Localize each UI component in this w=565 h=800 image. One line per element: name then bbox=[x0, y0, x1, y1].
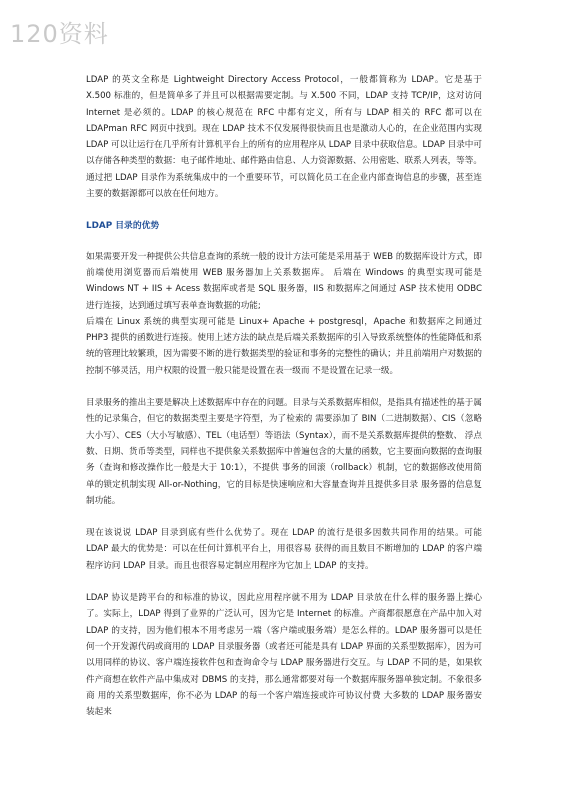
paragraph-ldap-protocol: LDAP 协议是跨平台的和标准的协议，因此应用程序就不用为 LDAP 目录放在什么样的服务器上操心了。实际上，LDAP 得到了业界的广泛认可，因为它是 Internet 的标准。产商都很愿意在产品中加入对 LDAP 的支持，因为他们根本不用考虑另一端（客户端或服务端）是怎么样的。LDAP 服务器可以是任 何一个开发源代码或商用的 LDAP 目录服务器（或者还可能是具有 LDAP 界面的关系型数据库），因为可以用同样的协议、客户端连接软件包和查询命令与 LDAP 服务器进行交互。与 LDAP 不同的是，如果软件产商想在软件产品中集成对 DBMS 的支持，那么通常都要对每一个数据库服务器单独定制。不象很多商 用的关系型数据库，你不必为 LDAP 的每一个客户端连接或许可协议付费 大多数的 LDAP 服务器安装起来 bbox=[86, 593, 482, 718]
document-body bbox=[86, 72, 482, 720]
paragraph-linux: 后端在 Linux 系统的典型实现可能是 Linux+ Apache + postgresql，Apache 和数据库之间通过 PHP3 提供的函数进行连接。使用上述方法的缺点是后端关系数据库的引入导致系统整体的性能降低和系 统的管理比较繁琐，因为需要不断的进行数据类型的验证和事务的完整性的确认；并且前端用户对数据的控制不够灵活，用户权限的设置一般只能是设置在表一级而 不是设置在记录一级。 bbox=[86, 316, 482, 376]
paragraph-web-design: 如果需要开发一种提供公共信息查询的系统一般的设计方法可能是采用基于 WEB 的数据库设计方式，即前端使用浏览器而后端使用 WEB 服务器加上关系数据库。 后端在 Windows 的典型实现可能是 Windows NT + IIS + Acess 数据库或者是 SQL 服务器，IIS 和数据库之间通过 ASP 技术使用 ODBC 进行连接，达到通过填写表单查询数据的功能; bbox=[86, 251, 482, 311]
section-heading: LDAP 目录的优势 bbox=[86, 221, 160, 232]
paragraph-directory-service: 目录服务的推出主要是解决上述数据库中存在的问题。目录与关系数据库相似，是指具有描述性的基于属性的记录集合，但它的数据类型主要是字符型，为了检索的 需要添加了 BIN（二进制数据）、CIS（忽略大小写）、CES（大小写敏感）、TEL（电话型）等语法（Syntax），而不是关系数据库提供的整数、 浮点数、日期、货币等类型，同样也不提供象关系数据库中普遍包含的大量的函数，它主要面向数据的查询服务（查询和修改操作比一般是大于 10:1），不提供 事务的回滚（rollback）机制，它的数据修改使用简单的锁定机制实现 All-or-Nothing，它的目标是快速响应和大容量查询并且提供多目录 服务器的信息复制功能。 bbox=[86, 398, 482, 506]
watermark: 120资料 bbox=[10, 20, 109, 48]
paragraph-intro: LDAP 的英文全称是 Lightweight Directory Access Protocol，一般都简称为 LDAP。它是基于 X.500 标准的，但是简单多了并且可以根据需要定制。与 X.500 不同，LDAP 支持 TCP/IP，这对访问 Internet 是必须的。LDAP 的核心规范在 RFC 中都有定义，所有与 LDAP 相关的 RFC 都可以在 LDAPman RFC 网页中找到。现在 LDAP 技术不仅发展得很快而且也是激动人心的，在企业范围内实现 LDAP 可以让运行在几乎所有计算机平台上的所有的应用程序从 LDAP 目录中获取信息。LDAP 目录中可以存储各种类型的数据：电子邮件地址、邮件路由信息、人力资源数据、公用密匙、联系人列表，等等。通过把 LDAP 目录作为系统集成中的一个重要环节，可以简化员工在企业内部查询信息的步骤，甚至连主要的数据源都可以放在任何地方。 bbox=[86, 75, 482, 200]
paragraph-ldap-advantage: 现在该说说 LDAP 目录到底有些什么优势了。现在 LDAP 的流行是很多因数共同作用的结果。可能 LDAP 最大的优势是：可以在任何计算机平台上，用很容易 获得的而且数目不断增加的 LDAP 的客户端程序访问 LDAP 目录。而且也很容易定制应用程序为它加上 LDAP 的支持。 bbox=[86, 528, 482, 571]
